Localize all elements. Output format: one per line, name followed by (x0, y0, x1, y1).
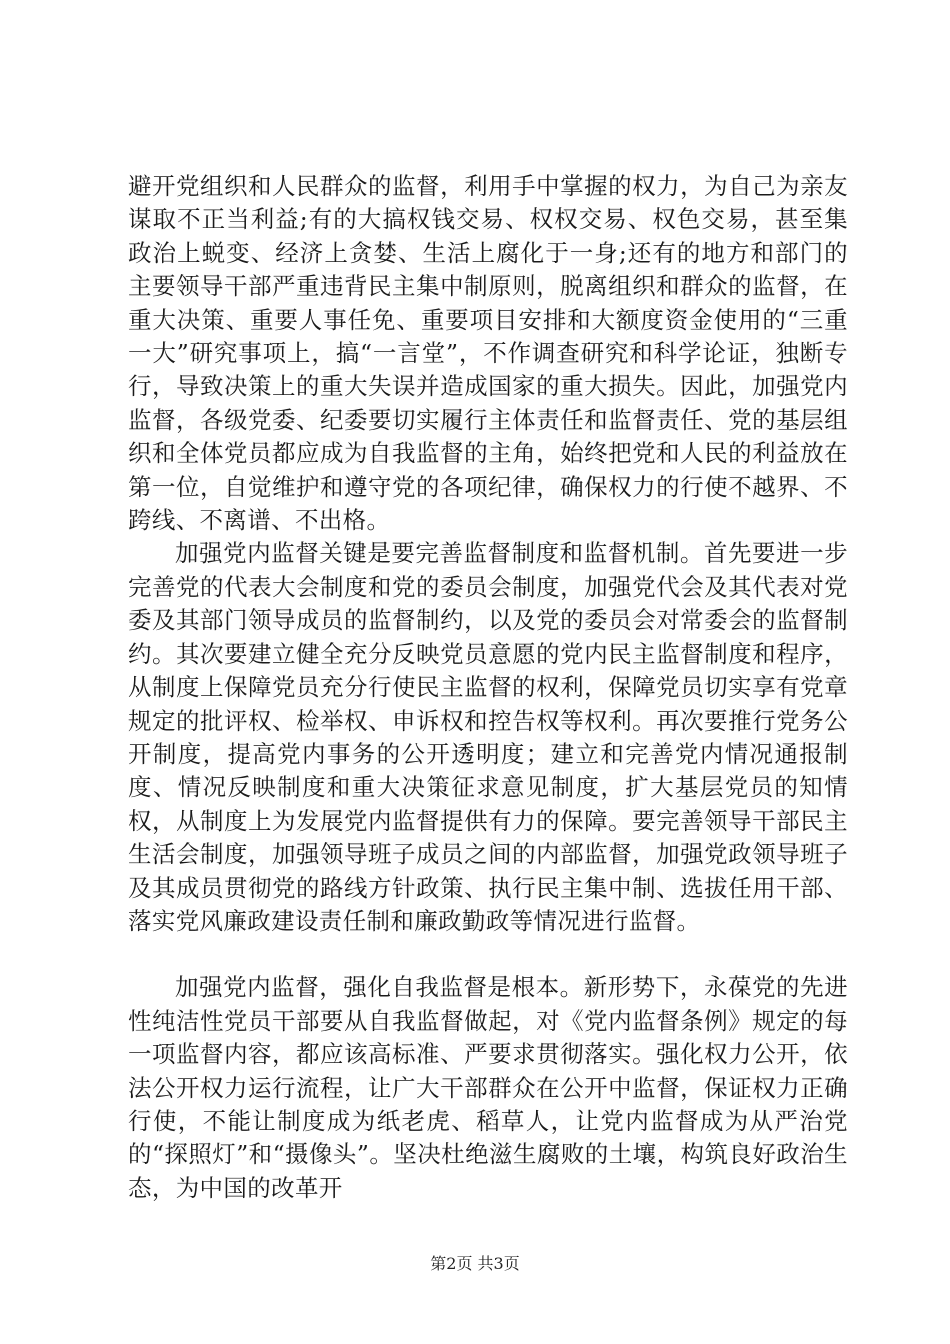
page-footer: 第2页 共3页 (430, 1254, 520, 1273)
paragraph-continuation: 避开党组织和人民群众的监督，利用手中掌握的权力，为自己为亲友谋取不正当利益;有的大搞权钱交易、权权交易、权色交易，甚至集政治上蜕变、经济上贪婪、生活上腐化于一身;还有的地方和部门的主要领导干部严重违背民主集中制原则，脱离组织和群众的监督，在重大决策、重要人事任免、重要项目安排和大额度资金使用的“三重一大”研究事项上，搞“一言堂”，不作调查研究和科学论证，独断专行，导致决策上的重大失误并造成国家的重大损失。因此，加强党内监督，各级党委、纪委要切实履行主体责任和监督责任、党的基层组织和全体党员都应成为自我监督的主角，始终把党和人民的利益放在第一位，自觉维护和遵守党的各项纪律，确保权力的行使不越界、不跨线、不离谱、不出格。 (128, 172, 848, 535)
paragraph-self-supervision: 加强党内监督，强化自我监督是根本。新形势下，永葆党的先进性纯洁性党员干部要从自我监督做起，对《党内监督条例》规定的每一项监督内容，都应该高标准、严要求贯彻落实。强化权力公开，依法公开权力运行流程，让广大干部群众在公开中监督，保证权力正确行使，不能让制度成为纸老虎、稻草人，让党内监督成为从严治党的“探照灯”和“摄像头”。坚决杜绝滋生腐败的土壤，构筑良好政治生态，为中国的改革开 (128, 973, 848, 1202)
document-body (128, 170, 848, 1205)
paragraph-supervision-mechanism: 加强党内监督关键是要完善监督制度和监督机制。首先要进一步完善党的代表大会制度和党的委员会制度，加强党代会及其代表对党委及其部门领导成员的监督制约，以及党的委员会对常委会的监督制约。其次要建立健全充分反映党员意愿的党内民主监督制度和程序，从制度上保障党员充分行使民主监督的权利，保障党员切实享有党章规定的批评权、检举权、申诉权和控告权等权利。再次要推行党务公开制度，提高党内事务的公开透明度；建立和完善党内情况通报制度、情况反映制度和重大决策征求意见制度，扩大基层党员的知情权，从制度上为发展党内监督提供有力的保障。要完善领导干部民主生活会制度，加强领导班子成员之间的内部监督，加强党政领导班子及其成员贯彻党的路线方针政策、执行民主集中制、选拔任用干部、落实党风廉政建设责任制和廉政勤政等情况进行监督。 (128, 539, 848, 935)
